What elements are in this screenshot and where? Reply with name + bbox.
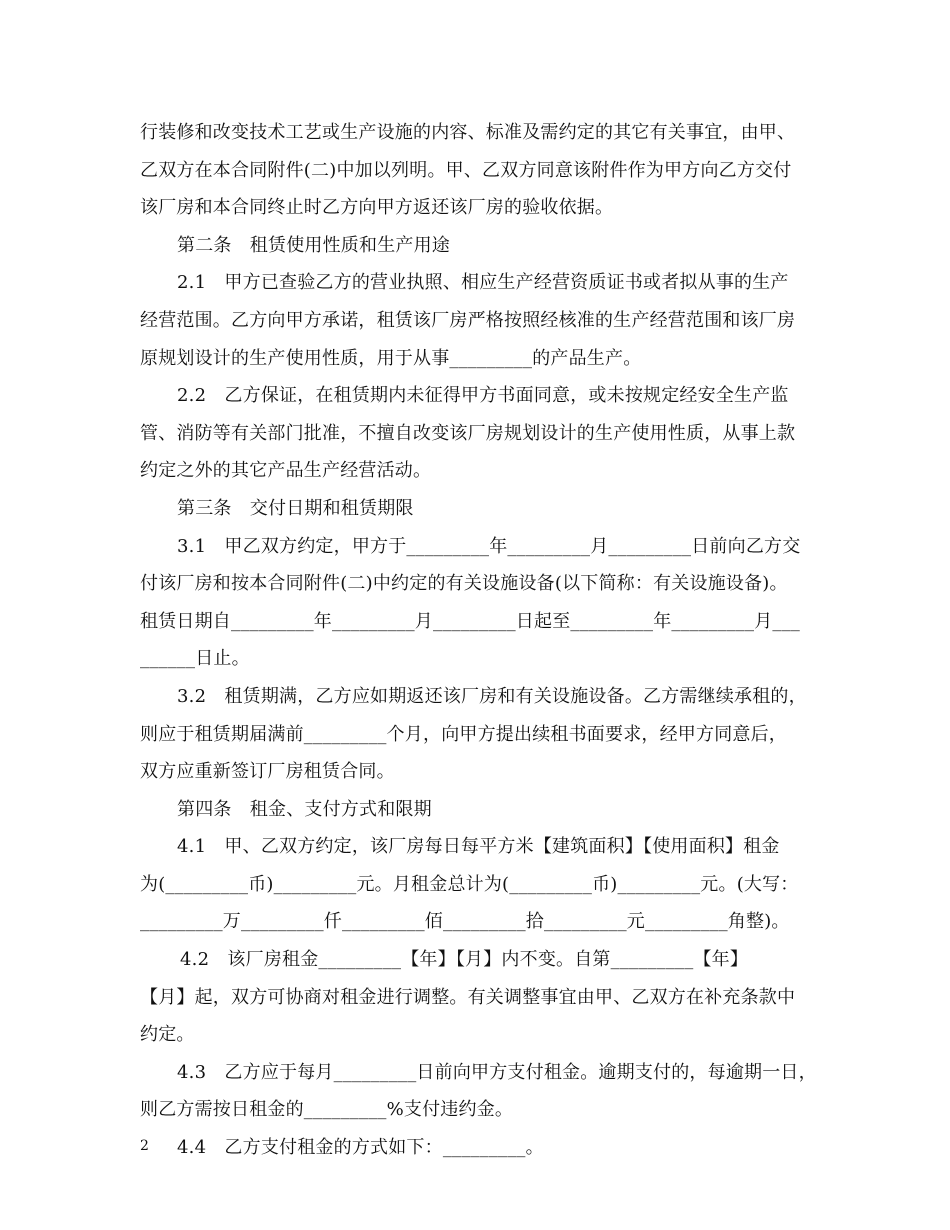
paragraph-line: 4.1 甲、乙双方约定，该厂房每日每平方米【建筑面积】【使用面积】租金 [177,836,780,858]
paragraph-line: 【月】起，双方可协商对租金进行调整。有关调整事宜由甲、乙双方在补充条款中 [140,986,796,1008]
paragraph-line: 4.2 该厂房租金_________【年】【月】内不变。自第_________【年】 [180,949,749,971]
paragraph-line: 约定。 [140,1024,195,1046]
paragraph-line: 租赁日期自_________年_________月_________日起至_________年_________月___ [140,610,800,632]
paragraph-line: _________万_________仟_________佰_________拾_________元_________角整)。 [140,911,790,933]
paragraph-line: 乙双方在本合同附件(二)中加以列明。甲、乙双方同意该附件作为甲方向乙方交付 [140,159,792,181]
paragraph-line: 约定之外的其它产品生产经营活动。 [140,460,432,482]
document-body [140,114,817,1167]
paragraph-line: 双方应重新签订厂房租赁合同。 [140,761,395,783]
section-heading-article-3: 第三条 交付日期和租赁期限 [177,497,414,519]
page-number: 2 [140,1138,149,1154]
paragraph-line: 行装修和改变技术工艺或生产设施的内容、标准及需约定的其它有关事宜，由甲、 [140,122,796,143]
paragraph-line: 管、消防等有关部门批准，不擅自改变该厂房规划设计的生产使用性质，从事上款 [140,422,796,444]
section-heading-article-2: 第二条 租赁使用性质和生产用途 [177,234,450,256]
paragraph-line: 3.2 租赁期满，乙方应如期返还该厂房和有关设施设备。乙方需继续承租的， [177,685,807,707]
paragraph-line: 4.4 乙方支付租金的方式如下：_________。 [177,1137,544,1159]
paragraph-line: 则应于租赁期届满前_________个月，向甲方提出续租书面要求，经甲方同意后， [140,723,787,745]
paragraph-line: 原规划设计的生产使用性质，用于从事_________的产品生产。 [140,347,642,369]
paragraph-line: 为(_________币)_________元。月租金总计为(_________币)_________元。(大写： [140,873,799,895]
paragraph-line: 经营范围。乙方向甲方承诺，租赁该厂房严格按照经核准的生产经营范围和该厂房 [140,309,796,331]
paragraph-line: 4.3 乙方应于每月_________日前向甲方支付租金。逾期支付的，每逾期一日， [177,1061,817,1083]
section-heading-article-4: 第四条 租金、支付方式和限期 [177,798,432,820]
paragraph-line: 2.2 乙方保证，在租赁期内未征得甲方书面同意，或未按规定经安全生产监 [177,385,789,407]
paragraph-line: 该厂房和本合同终止时乙方向甲方返还该厂房的验收依据。 [140,197,614,219]
paragraph-line: 2.1 甲方已查验乙方的营业执照、相应生产经营资质证书或者拟从事的生产 [177,272,789,294]
paragraph-line: ______日止。 [140,648,250,670]
paragraph-line: 付该厂房和按本合同附件(二)中约定的有关设施设备(以下简称：有关设施设备)。 [140,573,788,595]
paragraph-line: 3.1 甲乙双方约定，甲方于_________年_________月_________日前向乙方交 [177,535,801,557]
paragraph-line: 则乙方需按日租金的_________%支付违约金。 [140,1099,514,1121]
